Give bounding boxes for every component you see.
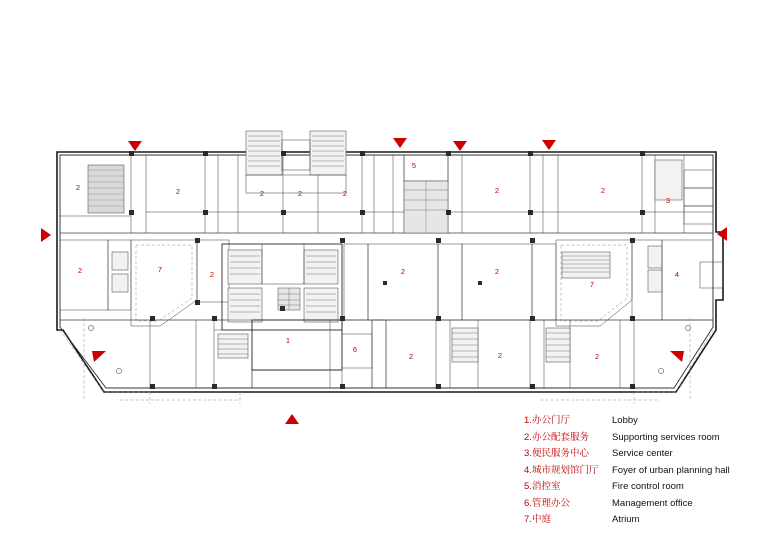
entry-arrow-left (717, 227, 727, 241)
entry-arrow-down (542, 140, 556, 150)
room-label: 4 (674, 269, 680, 279)
legend-label-en: Service center (612, 448, 673, 459)
entry-arrow-right (41, 228, 51, 242)
room-label: 2 (400, 266, 406, 276)
legend-label-cn: 4.城市规划馆门厅 (524, 464, 599, 476)
room-label: 2 (209, 269, 215, 279)
room-label: 2 (408, 351, 414, 361)
room-label: 2 (600, 185, 606, 195)
entry-arrow-diag-right (670, 351, 684, 362)
room-label: 2 (342, 188, 348, 198)
building-outline (57, 152, 723, 392)
room-label: 6 (352, 344, 358, 354)
room-label: 2 (594, 351, 600, 361)
room-label: 2 (75, 182, 81, 192)
room-label: 2 (494, 185, 500, 195)
legend-label-cn: 5.消控室 (524, 481, 561, 492)
legend-item (524, 496, 774, 513)
central-core (222, 244, 342, 330)
legend-label-en: Management office (612, 497, 693, 509)
entry-arrow-down (128, 141, 142, 151)
legend-item (524, 446, 774, 463)
legend-label-en: Atrium (612, 514, 640, 525)
legend-label-cn: 6.管理办公 (524, 497, 570, 509)
legend-item (524, 463, 774, 480)
legend-label-en: Foyer of urban planning hall (612, 464, 730, 476)
room-label: 7 (589, 279, 595, 289)
legend-label-cn: 1.办公门厅 (524, 415, 570, 426)
stair-core-top-1 (246, 131, 282, 175)
south-wing-rooms (60, 318, 713, 404)
entry-arrow-diag-left (92, 351, 106, 362)
legend (524, 413, 774, 529)
room-label: 3 (665, 195, 671, 205)
room-label: 2 (175, 186, 181, 196)
escalator (562, 252, 610, 278)
room-label: 2 (297, 188, 303, 198)
middle-zone (60, 240, 723, 330)
room-label: 2 (494, 266, 500, 276)
legend-item (524, 413, 774, 430)
room-label: 5 (411, 160, 417, 170)
legend-label-en: Fire control room (612, 481, 684, 492)
legend-label-cn: 3.便民服务中心 (524, 448, 589, 459)
room-label: 2 (497, 350, 503, 360)
room-label: 1 (285, 335, 291, 345)
legend-label-cn: 2.办公配套服务 (524, 431, 589, 443)
legend-label-en: Lobby (612, 415, 638, 426)
stair-core-top-2 (310, 131, 346, 175)
legend-item (524, 479, 774, 496)
legend-label-cn: 7.中庭 (524, 514, 551, 525)
room-label: 7 (157, 264, 163, 274)
room-label: 2 (259, 188, 265, 198)
legend-label-en: Supporting services room (612, 431, 720, 443)
legend-item (524, 512, 774, 529)
entry-arrow-up (285, 414, 299, 424)
entry-arrow-down (453, 141, 467, 151)
room-label: 2 (77, 265, 83, 275)
north-wing-rooms (60, 131, 713, 233)
legend-item (524, 430, 774, 447)
entry-arrow-down (393, 138, 407, 148)
